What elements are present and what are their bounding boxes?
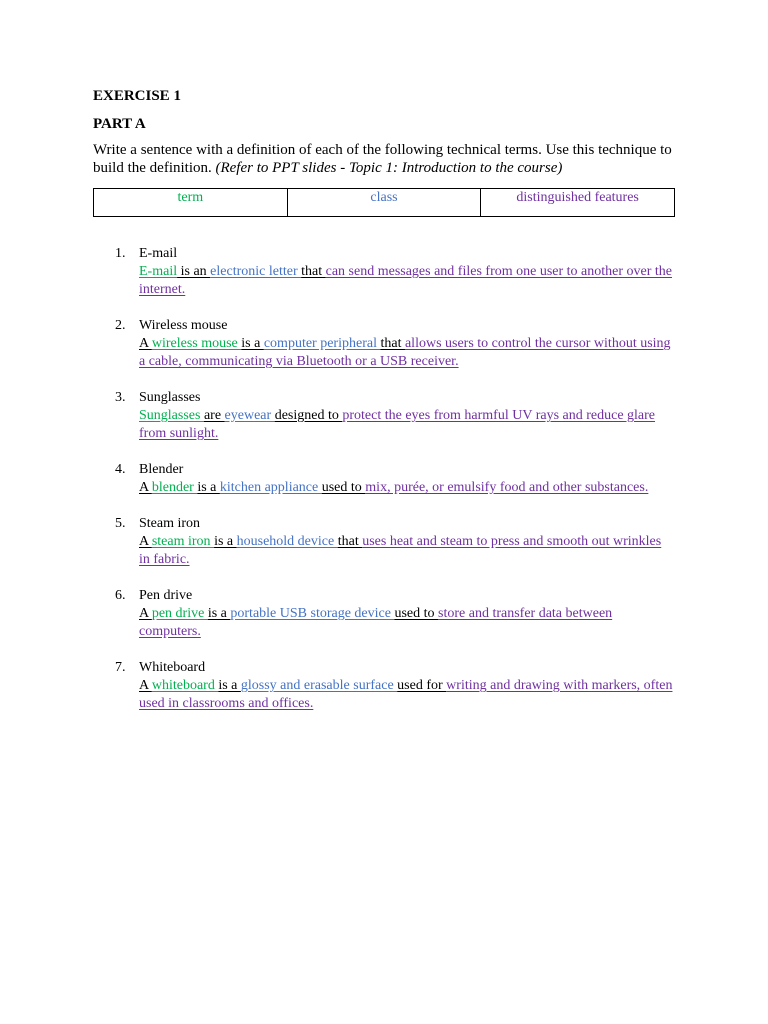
definition-link-segment: used for — [397, 678, 447, 693]
terms-list — [93, 245, 675, 713]
definition-link-segment: that — [380, 336, 405, 351]
list-item — [93, 587, 675, 641]
definition-class-segment: electronic letter — [210, 264, 302, 279]
instructions-reference: (Refer to PPT slides - Topic 1: Introduction to the course) — [215, 160, 563, 176]
definition-link-segment: A — [139, 336, 152, 351]
instructions-text: Write a sentence with a definition of each of the following technical terms. Use this technique to build the definition. — [93, 142, 672, 176]
definition-class-segment: eyewear — [224, 408, 275, 423]
legend-row — [94, 189, 675, 217]
instructions — [93, 141, 675, 177]
definition-link-segment: A — [139, 480, 152, 495]
item-definition — [139, 479, 675, 497]
definition-link-segment: that — [337, 534, 363, 549]
item-number: 3. — [115, 390, 126, 405]
item-number: 5. — [115, 516, 126, 531]
definition-term-segment: Sunglasses — [139, 408, 204, 423]
item-definition — [139, 605, 675, 641]
list-item — [93, 461, 675, 497]
exercise-title: EXERCISE 1 — [93, 88, 181, 104]
definition-link-segment: used to — [394, 606, 439, 621]
item-term: Sunglasses — [139, 390, 201, 405]
definition-link-segment: that — [301, 264, 326, 279]
definition-term-segment: whiteboard — [151, 678, 219, 693]
definition-link-segment: A — [139, 606, 152, 621]
definition-class-segment: household device — [236, 534, 338, 549]
definition-link-segment: A — [139, 534, 152, 549]
definition-link-segment: is a — [241, 336, 264, 351]
item-definition — [139, 335, 675, 371]
item-number: 6. — [115, 588, 126, 603]
definition-features-segment: allows users to control the cursor without using a cable, communicating via Bluetooth or a USB receiver. — [139, 336, 671, 369]
item-number: 7. — [115, 660, 126, 675]
definition-features-segment: mix, purée, or emulsify food and other substances. — [365, 480, 649, 495]
item-term: Pen drive — [139, 588, 193, 603]
definition-link-segment: is an — [177, 264, 211, 279]
document-page — [93, 87, 675, 731]
definition-link-segment: is a — [197, 480, 220, 495]
list-item — [93, 317, 675, 371]
legend-term-cell: term — [94, 189, 288, 217]
part-title: PART A — [93, 116, 146, 132]
definition-features-segment: protect the eyes from harmful UV rays and reduce glare from sunlight. — [139, 408, 656, 441]
definition-class-segment: kitchen appliance — [219, 480, 322, 495]
definition-class-segment: glossy and erasable surface — [240, 678, 398, 693]
list-item — [93, 389, 675, 443]
item-definition — [139, 533, 675, 569]
list-item — [93, 515, 675, 569]
definition-class-segment: computer peripheral — [263, 336, 381, 351]
item-definition — [139, 263, 675, 299]
legend-class-cell: class — [287, 189, 481, 217]
item-number: 2. — [115, 318, 126, 333]
item-number: 4. — [115, 462, 126, 477]
definition-features-segment: writing and drawing with markers, often used in classrooms and offices. — [139, 678, 673, 711]
legend-features-cell: distinguished features — [481, 189, 675, 217]
item-term: E-mail — [139, 246, 178, 261]
item-definition — [139, 677, 675, 713]
definition-class-segment: portable USB storage device — [230, 606, 395, 621]
list-item — [93, 659, 675, 713]
item-definition — [139, 407, 675, 443]
definition-term-segment: E-mail — [139, 264, 178, 279]
definition-link-segment: used to — [321, 480, 366, 495]
definition-term-segment: blender — [151, 480, 198, 495]
definition-legend-table — [93, 188, 675, 217]
definition-features-segment: uses heat and steam to press and smooth out wrinkles in fabric. — [139, 534, 662, 567]
definition-term-segment: wireless mouse — [151, 336, 242, 351]
definition-features-segment: store and transfer data between computers. — [139, 606, 613, 639]
definition-term-segment: pen drive — [151, 606, 208, 621]
definition-term-segment: steam iron — [151, 534, 215, 549]
definition-link-segment: designed to — [274, 408, 343, 423]
definition-features-segment: can send messages and files from one user to another over the internet. — [139, 264, 673, 297]
definition-link-segment: is a — [207, 606, 231, 621]
definition-link-segment: is a — [214, 534, 237, 549]
item-term: Steam iron — [139, 516, 201, 531]
item-term: Blender — [139, 462, 184, 477]
item-term: Whiteboard — [139, 660, 206, 675]
item-number: 1. — [115, 246, 126, 261]
list-item — [93, 245, 675, 299]
definition-link-segment: are — [203, 408, 225, 423]
definition-link-segment: A — [139, 678, 152, 693]
item-term: Wireless mouse — [139, 318, 228, 333]
definition-link-segment: is a — [218, 678, 241, 693]
